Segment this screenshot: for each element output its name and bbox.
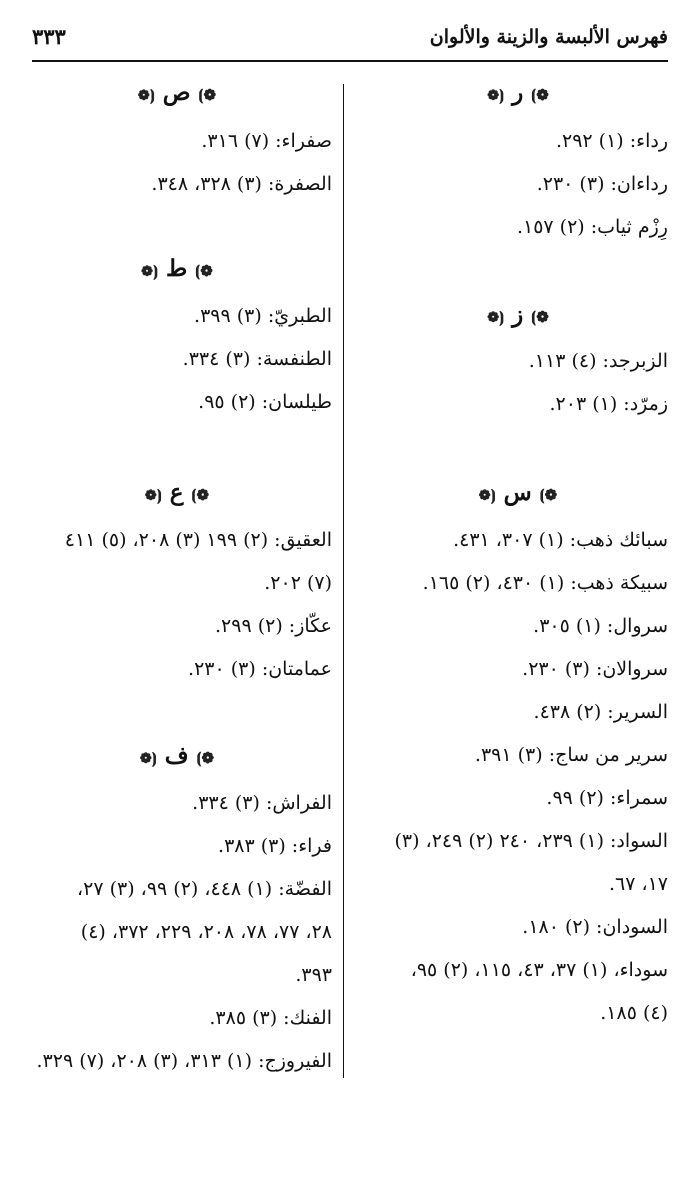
index-entry: صفراء: (٧) ٣١٦. xyxy=(201,130,332,152)
ornament-icon: ⦗❁ xyxy=(139,749,157,767)
column-divider xyxy=(343,84,344,1078)
ornament-icon: ❁⦘ xyxy=(196,749,215,767)
index-entry: الفضّة: (١) ٤٤٨، (٢) ٩٩، (٣) ٢٧، xyxy=(76,878,332,900)
ornament-icon: ⦗❁ xyxy=(137,86,155,104)
ornament-icon: ❁⦘ xyxy=(531,308,549,326)
index-entry: السرير: (٢) ٤٣٨. xyxy=(533,701,668,723)
ornament-icon: ⦗❁ xyxy=(487,86,505,104)
index-entry: الفنك: (٣) ٣٨٥. xyxy=(209,1007,332,1029)
section-letter: ع xyxy=(169,479,184,506)
section-letter: س xyxy=(503,479,532,506)
index-entry-continued: (٤) ١٨٥. xyxy=(600,1002,668,1024)
index-entry-continued: (٧) ٢٠٢. xyxy=(264,572,332,594)
index-entry: الفراش: (٣) ٣٣٤. xyxy=(192,792,332,814)
index-entry: سبائك ذهب: (١) ٣٠٧، ٤٣١. xyxy=(453,529,668,551)
section-letter: ص xyxy=(162,79,191,106)
index-entry: رداء: (١) ٢٩٢. xyxy=(555,130,668,152)
section-letter: ط xyxy=(165,255,188,282)
index-entry: سرير من ساج: (٣) ٣٩١. xyxy=(474,744,668,766)
index-entry: عكّاز: (٢) ٢٩٩. xyxy=(215,615,332,637)
ornament-icon: ❁⦘ xyxy=(531,86,549,104)
section-letter: ف xyxy=(164,742,189,769)
index-entry: الصفرة: (٣) ٣٢٨، ٣٤٨. xyxy=(151,173,332,195)
index-entry: الطبريّ: (٣) ٣٩٩. xyxy=(194,305,332,327)
page-title: فهرس الألبسة والزينة والألوان xyxy=(429,26,668,48)
section-heading-sin xyxy=(368,479,668,506)
section-heading-ayn xyxy=(22,479,332,506)
section-heading-sad xyxy=(22,79,332,106)
index-entry: الفيروزج: (١) ٣١٣، (٣) ٢٠٨، (٧) ٣٢٩. xyxy=(36,1050,332,1072)
index-entry: الزبرجد: (٤) ١١٣. xyxy=(528,350,668,372)
ornament-icon: ⦗❁ xyxy=(144,486,162,504)
index-entry: رداءان: (٣) ٢٣٠. xyxy=(536,173,668,195)
index-entry: رِزْم ثياب: (٢) ١٥٧. xyxy=(516,216,668,238)
index-entry: العقيق: (٢) ١٩٩ (٣) ٢٠٨، (٥) ٤١١ xyxy=(64,529,332,551)
index-entry: السواد: (١) ٢٣٩، ٢٤٠ (٢) ٢٤٩، (٣) xyxy=(394,830,668,852)
section-heading-ta xyxy=(22,255,332,282)
index-entry: سوداء، (١) ٣٧، ٤٣، ١١٥، (٢) ٩٥، xyxy=(410,959,668,981)
section-letter: ز xyxy=(512,301,524,328)
index-entry: فراء: (٣) ٣٨٣. xyxy=(218,835,332,857)
index-entry: سروال: (١) ٣٠٥. xyxy=(533,615,668,637)
ornament-icon: ⦗❁ xyxy=(478,486,496,504)
index-entry: طيلسان: (٢) ٩٥. xyxy=(198,391,332,413)
ornament-icon: ❁⦘ xyxy=(191,486,210,504)
index-entry-continued: ١٧، ٦٧. xyxy=(608,873,668,895)
index-entry: الطنفسة: (٣) ٣٣٤. xyxy=(182,348,332,370)
section-letter: ر xyxy=(512,79,524,106)
index-entry: سروالان: (٣) ٢٣٠. xyxy=(522,658,668,680)
ornament-icon: ❁⦘ xyxy=(539,486,558,504)
index-entry-continued: ٣٩٣. xyxy=(295,964,332,986)
page-header xyxy=(32,22,668,62)
section-heading-zay xyxy=(368,301,668,328)
ornament-icon: ⦗❁ xyxy=(487,308,505,326)
ornament-icon: ❁⦘ xyxy=(198,86,217,104)
index-entry: السودان: (٢) ١٨٠. xyxy=(522,916,668,938)
ornament-icon: ❁⦘ xyxy=(195,262,213,280)
index-entry-continued: ٢٨، ٧٧، ٧٨، ٢٠٨، ٢٢٩، ٣٧٢، (٤) xyxy=(80,921,332,943)
index-entry: سبيكة ذهب: (١) ٤٣٠، (٢) ١٦٥. xyxy=(422,572,668,594)
section-heading-ra xyxy=(368,79,668,106)
index-entry: سمراء: (٢) ٩٩. xyxy=(546,787,668,809)
section-heading-fa xyxy=(22,742,332,769)
index-entry: عمامتان: (٣) ٢٣٠. xyxy=(188,658,332,680)
ornament-icon: ⦗❁ xyxy=(141,262,158,280)
index-entry: زمرّد: (١) ٢٠٣. xyxy=(549,393,668,415)
page-number: ٣٣٣ xyxy=(32,24,66,49)
